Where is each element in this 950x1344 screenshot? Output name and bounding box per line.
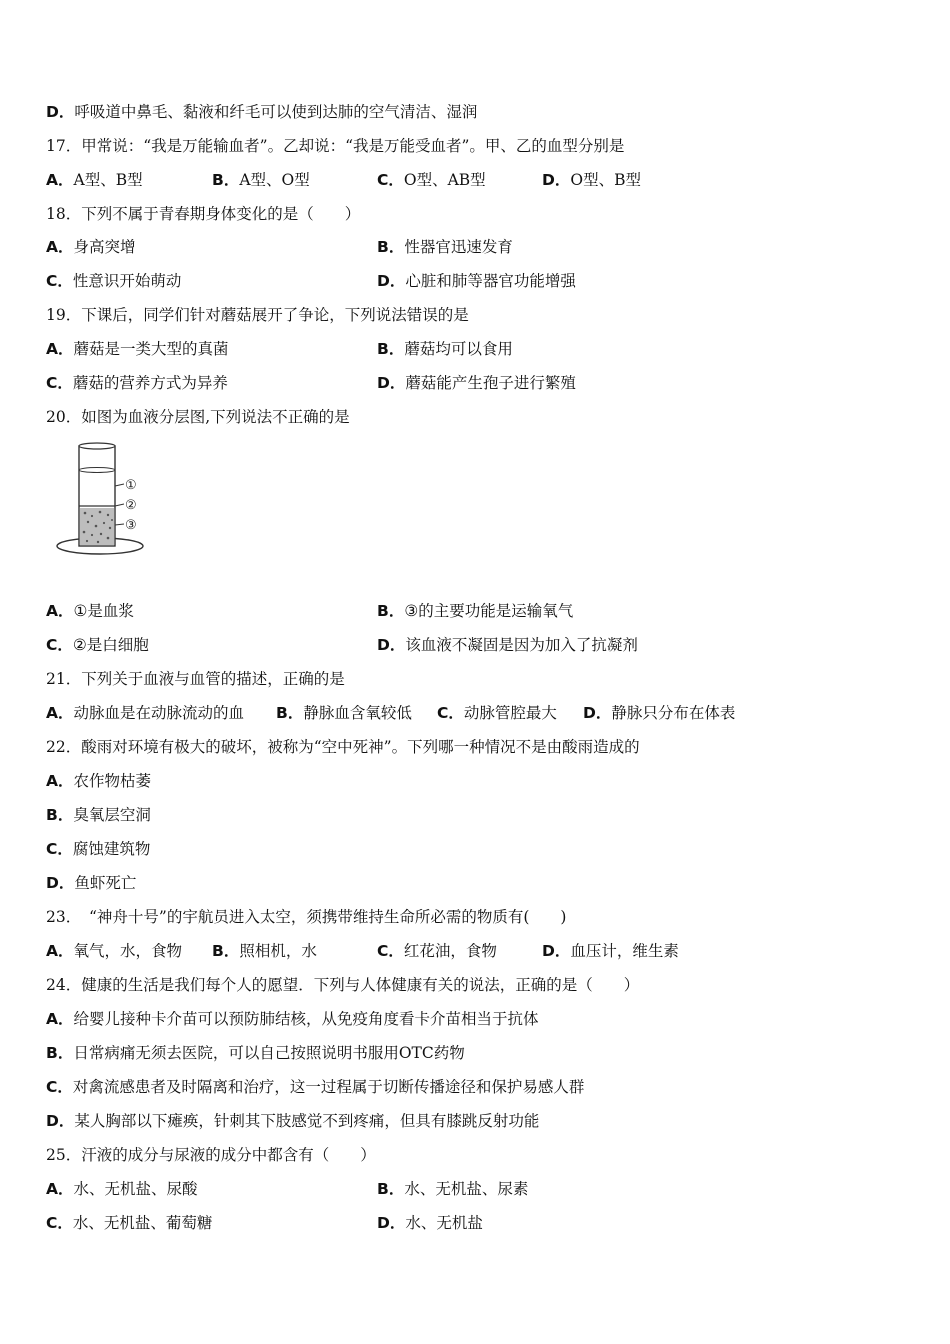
q20-stem: 20．如图为血液分层图,下列说法不正确的是 [46,408,350,426]
q22-option-d: D．鱼虾死亡 [46,874,137,892]
q24-option-b: B．日常病痛无须去医院，可以自己按照说明书服用OTC药物 [46,1044,465,1062]
q21-option-b: B．静脉血含氧较低 [276,704,412,722]
q25-option-b: B．水、无机盐、尿素 [377,1180,529,1198]
q25-option-a: A．水、无机盐、尿酸 [46,1180,198,1198]
q24-option-a: A．给婴儿接种卡介苗可以预防肺结核，从免疫角度看卡介苗相当于抗体 [46,1010,539,1028]
figure-label-3: ③ [125,518,137,533]
q25-stem: 25．汗液的成分与尿液的成分中都含有（ ） [46,1146,376,1164]
q18-option-b: B．性器官迅速发育 [377,238,513,256]
q23-option-b: B．照相机，水 [212,942,317,960]
q23-option-c: C．红花油，食物 [377,942,497,960]
q17-option-a: A．A型、B型 [46,171,143,189]
q17-option-b: B．A型、O型 [212,171,310,189]
q18-option-a: A．身高突增 [46,238,136,256]
q22-option-b: B．臭氧层空洞 [46,806,151,824]
q20-option-b: B．③的主要功能是运输氧气 [377,602,574,620]
q19-option-a: A．蘑菇是一类大型的真菌 [46,340,229,358]
q17-stem: 17．甲常说：“我是万能输血者”。乙却说：“我是万能受血者”。甲、乙的血型分别是 [46,137,625,155]
q23-stem: 23． “神舟十号”的宇航员进入太空，须携带维持生命所必需的物质有( ) [46,908,567,926]
q19-option-c: C．蘑菇的营养方式为异养 [46,374,228,392]
q19-stem: 19．下课后，同学们针对蘑菇展开了争论，下列说法错误的是 [46,306,469,324]
q17-option-d: D．O型、B型 [542,171,641,189]
q25-option-d: D．水、无机盐 [377,1214,483,1232]
q18-option-d: D．心脏和肺等器官功能增强 [377,272,576,290]
q22-option-a: A．农作物枯萎 [46,772,152,790]
q21-option-d: D．静脉只分布在体表 [583,704,736,722]
q22-option-c: C．腐蚀建筑物 [46,840,151,858]
q22-stem: 22．酸雨对环境有极大的破坏，被称为“空中死神”。下列哪一种情况不是由酸雨造成的 [46,738,640,756]
q18-option-c: C．性意识开始萌动 [46,272,182,290]
q19-option-b: B．蘑菇均可以食用 [377,340,513,358]
q21-stem: 21．下列关于血液与血管的描述，正确的是 [46,670,345,688]
q19-option-d: D．蘑菇能产生孢子进行繁殖 [377,374,576,392]
q24-stem: 24．健康的生活是我们每个人的愿望．下列与人体健康有关的说法，正确的是（ ） [46,976,640,994]
q18-stem: 18．下列不属于青春期身体变化的是（ ） [46,205,361,223]
q25-option-c: C．水、无机盐、葡萄糖 [46,1214,213,1232]
q20-option-a: A．①是血浆 [46,602,134,620]
q20-option-d: D．该血液不凝固是因为加入了抗凝剂 [377,636,638,654]
q23-option-d: D．血压计，维生素 [542,942,679,960]
figure-label-1: ① [125,478,137,493]
option-text: 呼吸道中鼻毛、黏液和纤毛可以使到达肺的空气清洁、湿润 [74,103,478,121]
q23-option-a: A．氧气，水，食物 [46,942,183,960]
q21-option-c: C．动脉管腔最大 [437,704,557,722]
option-label: D． [46,103,75,121]
figure-label-2: ② [125,498,137,513]
q24-option-d: D．某人胸部以下瘫痪，针刺其下肢感觉不到疼痛，但具有膝跳反射功能 [46,1112,540,1130]
blood-layer-figure [52,438,152,562]
q16-option-d [46,102,477,122]
q21-option-a: A．动脉血是在动脉流动的血 [46,704,245,722]
q24-option-c: C．对禽流感患者及时隔离和治疗，这一过程属于切断传播途径和保护易感人群 [46,1078,585,1096]
q20-option-c: C．②是白细胞 [46,636,149,654]
q17-option-c: C．O型、AB型 [377,171,486,189]
